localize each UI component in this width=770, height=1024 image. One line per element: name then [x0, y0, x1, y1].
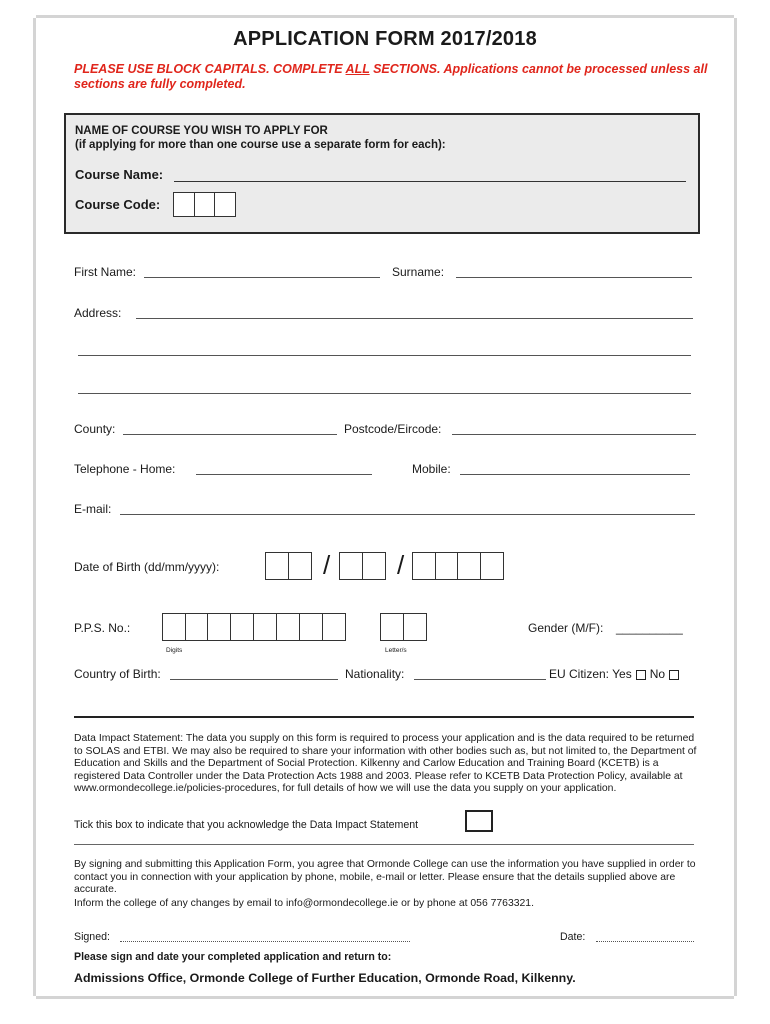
acknowledge-checkbox[interactable]	[465, 810, 493, 832]
nationality-label: Nationality:	[345, 667, 405, 681]
address-line-1[interactable]	[136, 318, 693, 319]
dob-month-boxes[interactable]	[340, 552, 386, 580]
postcode-label: Postcode/Eircode:	[344, 422, 442, 436]
pps-cell[interactable]	[380, 613, 404, 641]
address-label: Address:	[74, 306, 122, 320]
dob-cell[interactable]	[288, 552, 312, 580]
frame-top	[36, 15, 734, 18]
dob-cell[interactable]	[362, 552, 386, 580]
address-line-3[interactable]	[78, 393, 691, 394]
return-address: Admissions Office, Ormonde College of Further Education, Ormonde Road, Kilkenny.	[74, 971, 576, 985]
block-capitals-warning: PLEASE USE BLOCK CAPITALS. COMPLETE ALL SECTIONS. Applications cannot be processed unless all sections are fully completed.	[74, 62, 708, 91]
mobile-label: Mobile:	[412, 462, 451, 476]
pps-cell[interactable]	[230, 613, 254, 641]
pps-cell[interactable]	[276, 613, 300, 641]
pps-label: P.P.S. No.:	[74, 621, 131, 635]
mobile-field[interactable]	[460, 474, 690, 475]
course-name-label: Course Name:	[75, 167, 164, 182]
data-impact-statement: Data Impact Statement: The data you supply on this form is required to process your application and is the data required to be returned to SOLAS and ETBI. We may also be required to share your information with other bodies such as, but not limited to, the Department of Education and Skills and the Department of Social Protection. Kilkenny and Carlow Education and Training Board (KCETB) is a registered Data Controller under the Data Protection Acts 1988 and 2003. Please refer to KCETB Data Protection Policy, available at www.ormondecollege.ie/policies-procedures, for full details of how we will use the data you supply on your application.	[74, 733, 697, 795]
county-field[interactable]	[123, 434, 337, 435]
gender-label: Gender (M/F):	[528, 621, 604, 635]
divider	[74, 716, 694, 718]
consent-text: By signing and submitting this Application Form, you agree that Ormonde College can use the information you have supplied in order to contact you in connection with your application by phone, mobile, e-mail or letter. Please ensure that the details supplied above are accurate.	[74, 859, 696, 896]
pps-cell[interactable]	[253, 613, 277, 641]
eu-no-label: No	[649, 667, 666, 681]
form-title: APPLICATION FORM 2017/2018	[233, 28, 537, 50]
first-name-label: First Name:	[74, 265, 137, 279]
frame-left	[33, 18, 36, 996]
email-label: E-mail:	[74, 502, 112, 516]
course-name-field[interactable]	[174, 181, 686, 182]
pps-letters-caption: Letter/s	[385, 647, 407, 654]
course-code-cell[interactable]	[214, 192, 236, 217]
date-field[interactable]	[596, 941, 694, 942]
return-instruction: Please sign and date your completed application and return to:	[74, 951, 392, 963]
inform-text: Inform the college of any changes by email to info@ormondecollege.ie or by phone at 056 7763321.	[74, 898, 534, 909]
pps-cell[interactable]	[162, 613, 186, 641]
pps-digit-boxes[interactable]	[163, 613, 346, 641]
eu-citizen-label: EU Citizen:	[549, 667, 610, 681]
course-code-label: Course Code:	[75, 197, 161, 212]
dob-cell[interactable]	[480, 552, 504, 580]
eu-yes-checkbox[interactable]	[636, 670, 646, 680]
pps-cell[interactable]	[207, 613, 231, 641]
frame-bottom	[36, 996, 734, 999]
date-label: Date:	[560, 931, 586, 943]
eu-yes-label: Yes	[612, 667, 632, 681]
divider	[74, 844, 694, 845]
course-code-cell[interactable]	[194, 192, 216, 217]
pps-cell[interactable]	[185, 613, 209, 641]
pps-cell[interactable]	[403, 613, 427, 641]
eu-no-checkbox[interactable]	[669, 670, 679, 680]
dob-label: Date of Birth (dd/mm/yyyy):	[74, 560, 220, 574]
surname-field[interactable]	[456, 277, 692, 278]
course-heading: NAME OF COURSE YOU WISH TO APPLY FOR (if applying for more than one course use a separate form for each):	[75, 125, 446, 151]
eu-citizen-group	[549, 667, 683, 681]
pps-letter-boxes[interactable]	[381, 613, 427, 641]
country-of-birth-label: Country of Birth:	[74, 667, 161, 681]
pps-digits-caption: Digits	[166, 647, 183, 654]
first-name-field[interactable]	[144, 277, 380, 278]
acknowledge-label: Tick this box to indicate that you acknowledge the Data Impact Statement	[74, 819, 419, 831]
telephone-label: Telephone - Home:	[74, 462, 176, 476]
course-code-boxes[interactable]	[174, 192, 236, 217]
dob-separator: /	[397, 550, 405, 580]
address-line-2[interactable]	[78, 355, 691, 356]
signature-field[interactable]	[120, 941, 410, 942]
dob-year-boxes[interactable]	[413, 552, 504, 580]
pps-cell[interactable]	[299, 613, 323, 641]
dob-separator: /	[323, 550, 331, 580]
dob-cell[interactable]	[435, 552, 459, 580]
dob-cell[interactable]	[339, 552, 363, 580]
gender-field[interactable]: __________	[616, 621, 683, 635]
dob-cell[interactable]	[412, 552, 436, 580]
county-label: County:	[74, 422, 116, 436]
course-code-cell[interactable]	[173, 192, 195, 217]
pps-cell[interactable]	[322, 613, 346, 641]
dob-cell[interactable]	[457, 552, 481, 580]
dob-day-boxes[interactable]	[266, 552, 312, 580]
surname-label: Surname:	[392, 265, 445, 279]
signed-label: Signed:	[74, 931, 110, 943]
course-section	[64, 113, 700, 234]
frame-right	[734, 18, 737, 996]
postcode-field[interactable]	[452, 434, 696, 435]
telephone-field[interactable]	[196, 474, 372, 475]
country-of-birth-field[interactable]	[170, 679, 338, 680]
email-field[interactable]	[120, 514, 695, 515]
dob-cell[interactable]	[265, 552, 289, 580]
nationality-field[interactable]	[414, 679, 546, 680]
